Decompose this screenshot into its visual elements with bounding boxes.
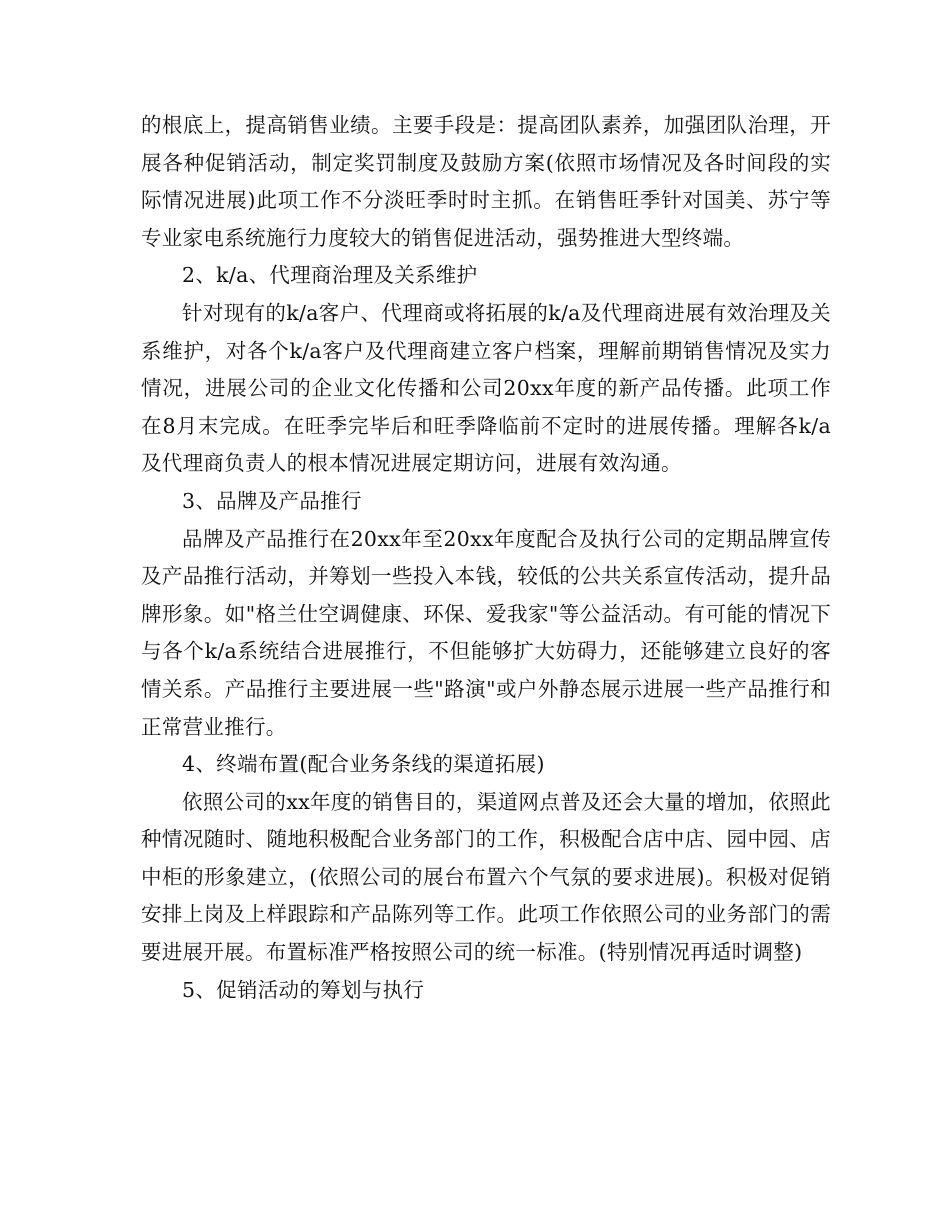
paragraph-terminal-layout: 依照公司的xx年度的销售目的，渠道网点普及还会大量的增加，依照此种情况随时、随地积极配合业务部门的工作，积极配合店中店、园中园、店中柜的形象建立，(依照公司的展台布置六个气氛的要求进展)。积极对促销安排上岗及上样跟踪和产品陈列等工作。此项工作依照公司的业务部门的需要进展开展。布置标准严格按照公司的统一标准。(特别情况再适时调整) (141, 789, 831, 965)
section-heading-3: 3、品牌及产品推行 (182, 488, 362, 513)
paragraph-ka-management: 针对现有的k/a客户、代理商或将拓展的k/a及代理商进展有效治理及关系维护，对各个k/a客户及代理商建立客户档案，理解前期销售情况及实力情况，进展公司的企业文化传播和公司20xx年度的新产品传播。此项工作在8月末完成。在旺季完毕后和旺季降临前不定时的进展传播。理解各k/a及代理商负责人的根本情况进展定期访问，进展有效沟通。 (141, 300, 831, 476)
paragraph-continuation: 的根底上，提高销售业绩。主要手段是：提高团队素养，加强团队治理，开展各种促销活动，制定奖罚制度及鼓励方案(依照市场情况及各时间段的实际情况进展)此项工作不分淡旺季时时主抓。在销售旺季针对国美、苏宁等专业家电系统施行力度较大的销售促进活动，强势推进大型终端。 (141, 113, 831, 250)
document-body (141, 107, 831, 1009)
section-heading-4: 4、终端布置(配合业务条线的渠道拓展) (182, 752, 545, 777)
paragraph-brand-promotion: 品牌及产品推行在20xx年至20xx年度配合及执行公司的定期品牌宣传及产品推行活动，并筹划一些投入本钱，较低的公共关系宣传活动，提升品牌形象。如"格兰仕空调健康、环保、爱我家"等公益活动。有可能的情况下与各个k/a系统结合进展推行，不但能够扩大妨碍力，还能够建立良好的客情关系。产品推行主要进展一些"路演"或户外静态展示进展一些产品推行和正常营业推行。 (141, 526, 831, 739)
section-heading-5: 5、促销活动的筹划与执行 (182, 977, 425, 1002)
section-heading-2: 2、k/a、代理商治理及关系维护 (182, 263, 478, 288)
